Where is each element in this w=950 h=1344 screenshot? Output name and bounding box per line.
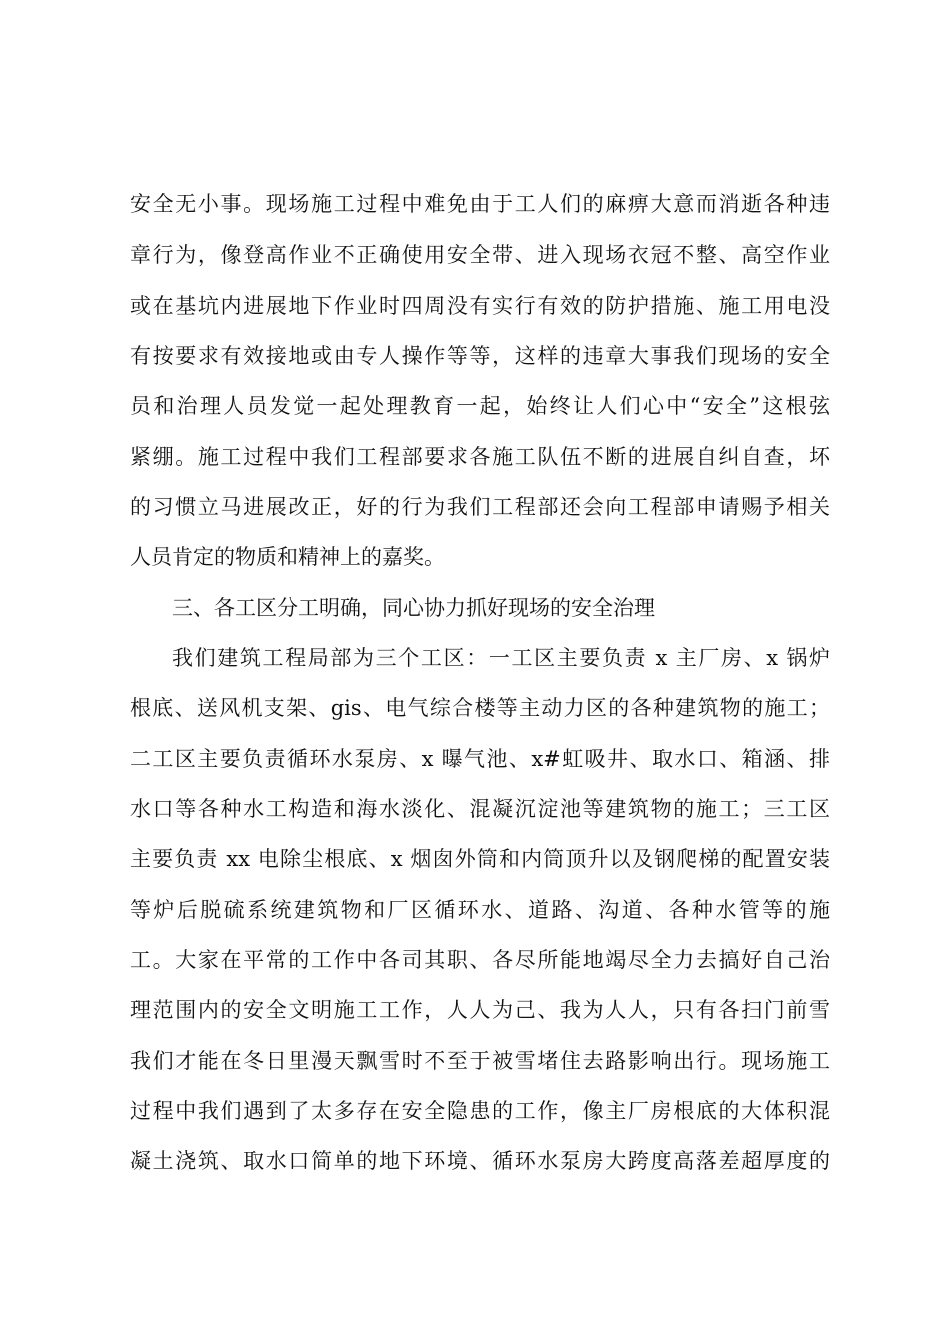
- body-text-line: 的习惯立马进展改正，好的行为我们工程部还会向工程部申请赐予相关: [130, 495, 830, 519]
- body-text-line: 凝土浇筑、取水口简单的地下环境、循环水泵房大跨度高落差超厚度的: [130, 1149, 830, 1173]
- body-text-line: 主要负责 xx 电除尘根底、x 烟囱外筒和内筒顶升以及钢爬梯的配置安装: [130, 847, 830, 871]
- body-text-line: 安全无小事。现场施工过程中难免由于工人们的麻痹大意而消逝各种违: [130, 192, 830, 216]
- body-text-line: 紧绷。施工过程中我们工程部要求各施工队伍不断的进展自纠自查，坏: [130, 445, 830, 469]
- body-text-line: 章行为，像登高作业不正确使用安全带、进入现场衣冠不整、高空作业: [130, 243, 830, 267]
- body-text-line: 理范围内的安全文明施工工作，人人为己、我为人人，只有各扫门前雪: [130, 998, 830, 1022]
- paragraph-first-line: 我们建筑工程局部为三个工区：一工区主要负责 x 主厂房、x 锅炉: [172, 646, 830, 670]
- body-text-line: 有按要求有效接地或由专人操作等等，这样的违章大事我们现场的安全: [130, 344, 830, 368]
- body-text-line-end: 人员肯定的物质和精神上的嘉奖。: [130, 545, 445, 569]
- body-text-line: 等炉后脱硫系统建筑物和厂区循环水、道路、沟道、各种水管等的施: [130, 898, 830, 922]
- section-heading: 三、各工区分工明确，同心协力抓好现场的安全治理: [172, 596, 655, 620]
- body-text-line: 过程中我们遇到了太多存在安全隐患的工作，像主厂房根底的大体积混: [130, 1099, 830, 1123]
- body-text-line: 或在基坑内进展地下作业时四周没有实行有效的防护措施、施工用电没: [130, 294, 830, 318]
- body-text-line: 水口等各种水工构造和海水淡化、混凝沉淀池等建筑物的施工；三工区: [130, 797, 830, 821]
- body-text-line: 员和治理人员发觉一起处理教育一起，始终让人们心中“安全”这根弦: [130, 394, 830, 418]
- body-text-line: 我们才能在冬日里漫天飘雪时不至于被雪堵住去路影响出行。现场施工: [130, 1049, 830, 1073]
- body-text-line: 二工区主要负责循环水泵房、x 曝气池、x#虹吸井、取水口、箱涵、排: [130, 747, 830, 771]
- body-text-line: 根底、送风机支架、gis、电气综合楼等主动力区的各种建筑物的施工；: [130, 696, 830, 720]
- body-text-line: 工。大家在平常的工作中各司其职、各尽所能地竭尽全力去搞好自己治: [130, 948, 830, 972]
